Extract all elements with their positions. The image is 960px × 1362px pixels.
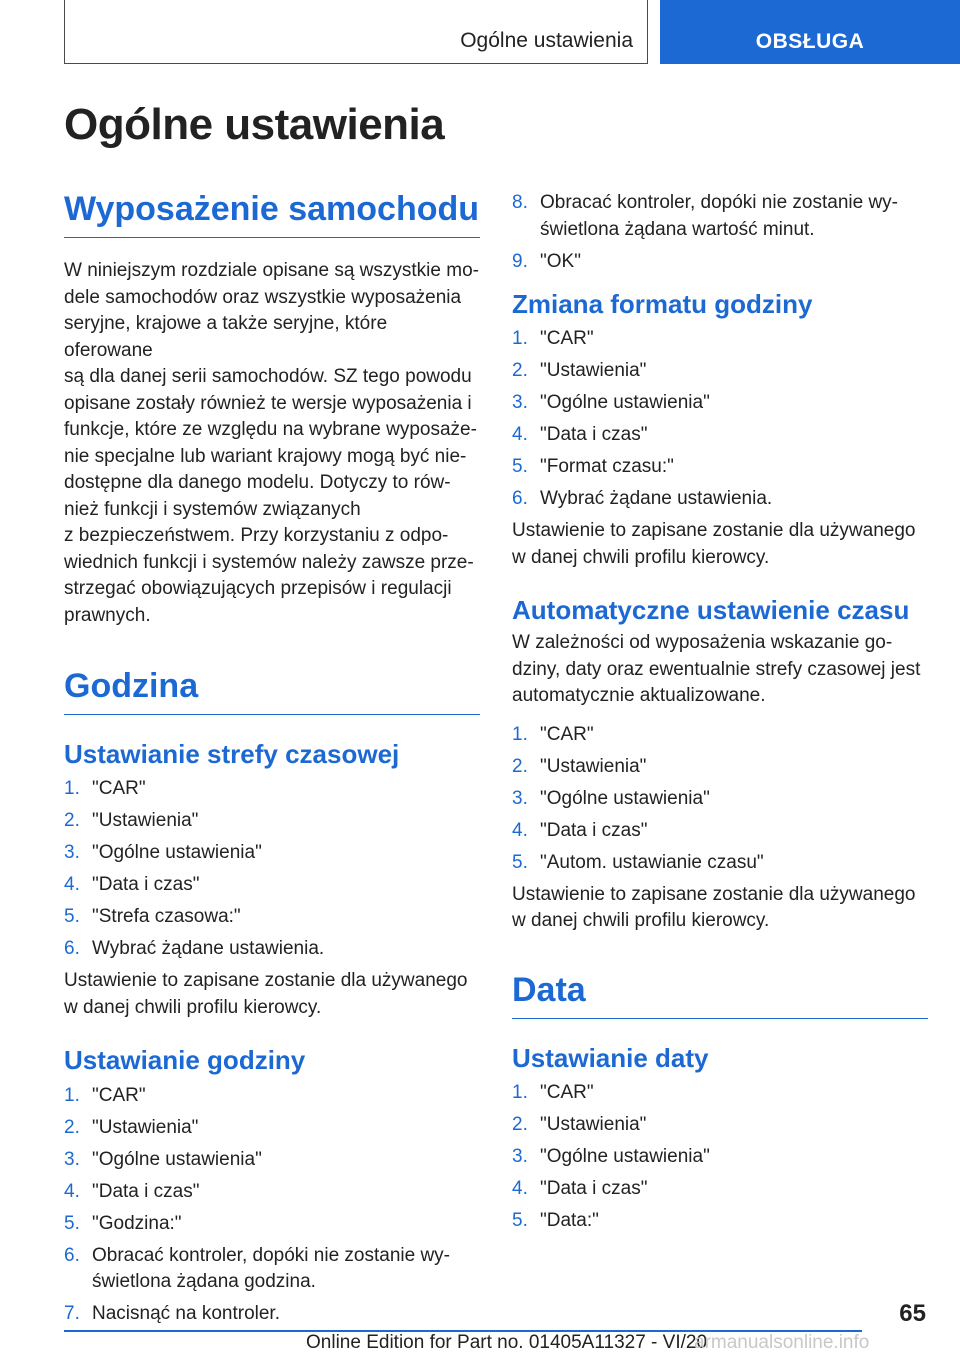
list-item	[512, 390, 928, 417]
text-line: w danej chwili profilu kierowcy.	[512, 546, 770, 568]
step-text: Wybrać żądane ustawienia.	[92, 938, 325, 960]
text-line: Ustawienie to zapisane zostanie dla używanego	[64, 970, 468, 992]
step-number: 2.	[64, 810, 80, 832]
step-number: 3.	[64, 1148, 80, 1170]
step-number: 5.	[64, 1212, 80, 1234]
time-steps	[64, 1083, 480, 1328]
list-item	[64, 1115, 480, 1142]
step-number: 1.	[512, 328, 528, 350]
list-item	[512, 190, 928, 243]
text-line: dziny, daty oraz ewentualnie strefy czasowej jest	[512, 658, 921, 680]
step-number: 1.	[512, 723, 528, 745]
step-text: "CAR"	[92, 778, 146, 800]
equipment-text	[64, 258, 480, 629]
text-line: w danej chwili profilu kierowcy.	[64, 996, 322, 1018]
list-item	[64, 776, 480, 803]
step-text: "CAR"	[540, 328, 594, 350]
heading-auto-time: Automatyczne ustawienie czasu	[512, 595, 910, 626]
format-note	[512, 518, 928, 571]
page-title: Ogólne ustawienia	[64, 100, 445, 149]
list-item	[64, 904, 480, 931]
heading-format: Zmiana formatu godziny	[512, 289, 813, 319]
step-text: "Ogólne ustawienia"	[92, 842, 262, 864]
text-line: seryjne, krajowe a także seryjne, które oferowane	[64, 313, 388, 361]
text-line: W zależności od wyposażenia wskazanie go‐	[512, 632, 893, 654]
step-text: "Ogólne ustawienia"	[540, 1146, 710, 1168]
text-line: są dla danej serii samochodów. SZ tego powodu	[64, 366, 472, 388]
heading-timezone: Ustawianie strefy czasowej	[64, 739, 400, 770]
list-item	[64, 1301, 480, 1328]
list-item	[64, 936, 480, 963]
step-number: 5.	[512, 851, 528, 873]
step-number: 1.	[64, 778, 80, 800]
step-text: "Ustawienia"	[540, 360, 647, 382]
step-number: 4.	[64, 1180, 80, 1202]
text-line: prawnych.	[64, 604, 151, 626]
list-item	[64, 1243, 480, 1296]
list-item	[512, 1112, 928, 1139]
step-text: "Data i czas"	[540, 1178, 648, 1200]
step-text: "Autom. ustawianie czasu"	[540, 851, 764, 873]
step-text: "OK"	[540, 250, 581, 272]
heading-set-date: Ustawianie daty	[512, 1042, 709, 1073]
step-number: 3.	[512, 1146, 528, 1168]
step-text: "CAR"	[540, 723, 594, 745]
text-line: strzegać obowiązujących przepisów i regulacji	[64, 578, 452, 600]
timezone-note	[64, 968, 480, 1021]
watermark: armanualsonline.info	[694, 1332, 870, 1353]
step-number: 5.	[512, 1210, 528, 1232]
step-number: 5.	[512, 456, 528, 478]
list-item	[512, 358, 928, 385]
header-title-box	[64, 0, 648, 64]
timezone-steps	[64, 776, 480, 963]
text-line: z bezpieczeństwem. Przy korzystaniu z odpo‐	[64, 525, 449, 547]
step-text: "Godzina:"	[92, 1212, 182, 1234]
step-text: "Data i czas"	[92, 1180, 200, 1202]
text-line: nie specjalne lub wariant krajowy mogą być nie‐	[64, 445, 467, 467]
step-text: "CAR"	[92, 1084, 146, 1106]
text-line: Ustawienie to zapisane zostanie dla używanego	[512, 520, 916, 542]
list-item	[512, 786, 928, 813]
text-line: dele samochodów oraz wszystkie wyposażenia	[64, 286, 462, 308]
list-item	[512, 1208, 928, 1235]
list-item	[512, 1176, 928, 1203]
list-item	[512, 1144, 928, 1171]
step-text: "Data i czas"	[540, 819, 648, 841]
auto-time-steps	[512, 722, 928, 877]
step-text: "Ogólne ustawienia"	[540, 392, 710, 414]
text-line: opisane zostały również te wersje wyposażenia i	[64, 392, 472, 414]
step-text: "Ustawienia"	[92, 810, 199, 832]
step-text: "Data:"	[540, 1210, 599, 1232]
heading-time: Ustawianie godziny	[64, 1045, 306, 1076]
step-number: 6.	[512, 488, 528, 510]
list-item	[512, 486, 928, 513]
step-text: Nacisnąć na kontroler.	[92, 1303, 280, 1325]
list-item	[512, 722, 928, 749]
auto-time-text	[512, 630, 928, 710]
list-item	[512, 818, 928, 845]
step-number: 2.	[512, 360, 528, 382]
heading-date: Data	[512, 971, 928, 1019]
edition-text: Online Edition for Part no. 01405A11327 - VI/20	[306, 1332, 708, 1353]
list-item	[64, 808, 480, 835]
right-column	[512, 190, 928, 1240]
auto-time-note	[512, 882, 928, 935]
step-text: Wybrać żądane ustawienia.	[540, 488, 773, 510]
step-text: "Strefa czasowa:"	[92, 906, 241, 928]
step-text: "Format czasu:"	[540, 456, 674, 478]
step-number: 4.	[512, 1178, 528, 1200]
list-item	[64, 1083, 480, 1110]
step-number: 2.	[64, 1116, 80, 1138]
step-number: 2.	[512, 1114, 528, 1136]
step-number: 4.	[512, 424, 528, 446]
step-number: 4.	[64, 874, 80, 896]
heading-equipment: Wyposażenie samochodu	[64, 190, 480, 238]
header-title: Ogólne ustawienia	[460, 29, 633, 52]
list-item	[512, 850, 928, 877]
step-text: "Ogólne ustawienia"	[92, 1148, 262, 1170]
step-text: "Data i czas"	[92, 874, 200, 896]
step-number: 2.	[512, 755, 528, 777]
list-item	[512, 422, 928, 449]
time-steps-continued	[512, 190, 928, 275]
step-number: 6.	[64, 938, 80, 960]
list-item	[64, 1179, 480, 1206]
step-number: 5.	[64, 906, 80, 928]
step-text: "Data i czas"	[540, 424, 648, 446]
section-tab-label: OBSŁUGA	[755, 30, 865, 53]
step-number: 9.	[512, 250, 528, 272]
text-line: w danej chwili profilu kierowcy.	[512, 910, 770, 932]
text-line: dostępne dla danego modelu. Dotyczy to rów‐	[64, 472, 451, 494]
step-number: 1.	[64, 1084, 80, 1106]
step-number: 7.	[64, 1303, 80, 1325]
step-number: 6.	[64, 1244, 80, 1266]
list-item	[64, 872, 480, 899]
section-tab[interactable]	[660, 0, 960, 64]
text-line: nież funkcji i systemów związanych	[64, 498, 361, 520]
step-text: Obracać kontroler, dopóki nie zostanie wy‐ świetlona żądana wartość minut.	[540, 192, 899, 240]
list-item	[64, 840, 480, 867]
heading-clock: Godzina	[64, 667, 480, 715]
page-number: 65	[899, 1300, 926, 1327]
step-text: "Ustawienia"	[92, 1116, 199, 1138]
text-line: Ustawienie to zapisane zostanie dla używanego	[512, 883, 916, 905]
list-item	[64, 1211, 480, 1238]
step-text: "CAR"	[540, 1082, 594, 1104]
step-number: 1.	[512, 1082, 528, 1104]
list-item	[512, 454, 928, 481]
text-line: wiednich funkcji i systemów należy zawsze prze‐	[64, 551, 474, 573]
date-steps	[512, 1080, 928, 1235]
list-item	[512, 326, 928, 353]
list-item	[64, 1147, 480, 1174]
text-line: W niniejszym rozdziale opisane są wszystkie mo‐	[64, 260, 479, 282]
step-number: 3.	[512, 392, 528, 414]
step-number: 3.	[64, 842, 80, 864]
step-text: "Ustawienia"	[540, 755, 647, 777]
step-text: "Ogólne ustawienia"	[540, 787, 710, 809]
step-number: 3.	[512, 787, 528, 809]
list-item	[512, 754, 928, 781]
list-item	[512, 1080, 928, 1107]
text-line: funkcje, które ze względu na wybrane wyposaże‐	[64, 419, 477, 441]
left-column	[64, 190, 480, 1333]
step-text: "Ustawienia"	[540, 1114, 647, 1136]
step-text: Obracać kontroler, dopóki nie zostanie wy‐ świetlona żądana godzina.	[92, 1244, 451, 1293]
step-number: 8.	[512, 192, 528, 213]
step-number: 4.	[512, 819, 528, 841]
list-item	[512, 249, 928, 276]
text-line: automatycznie aktualizowane.	[512, 685, 766, 707]
format-steps	[512, 326, 928, 513]
